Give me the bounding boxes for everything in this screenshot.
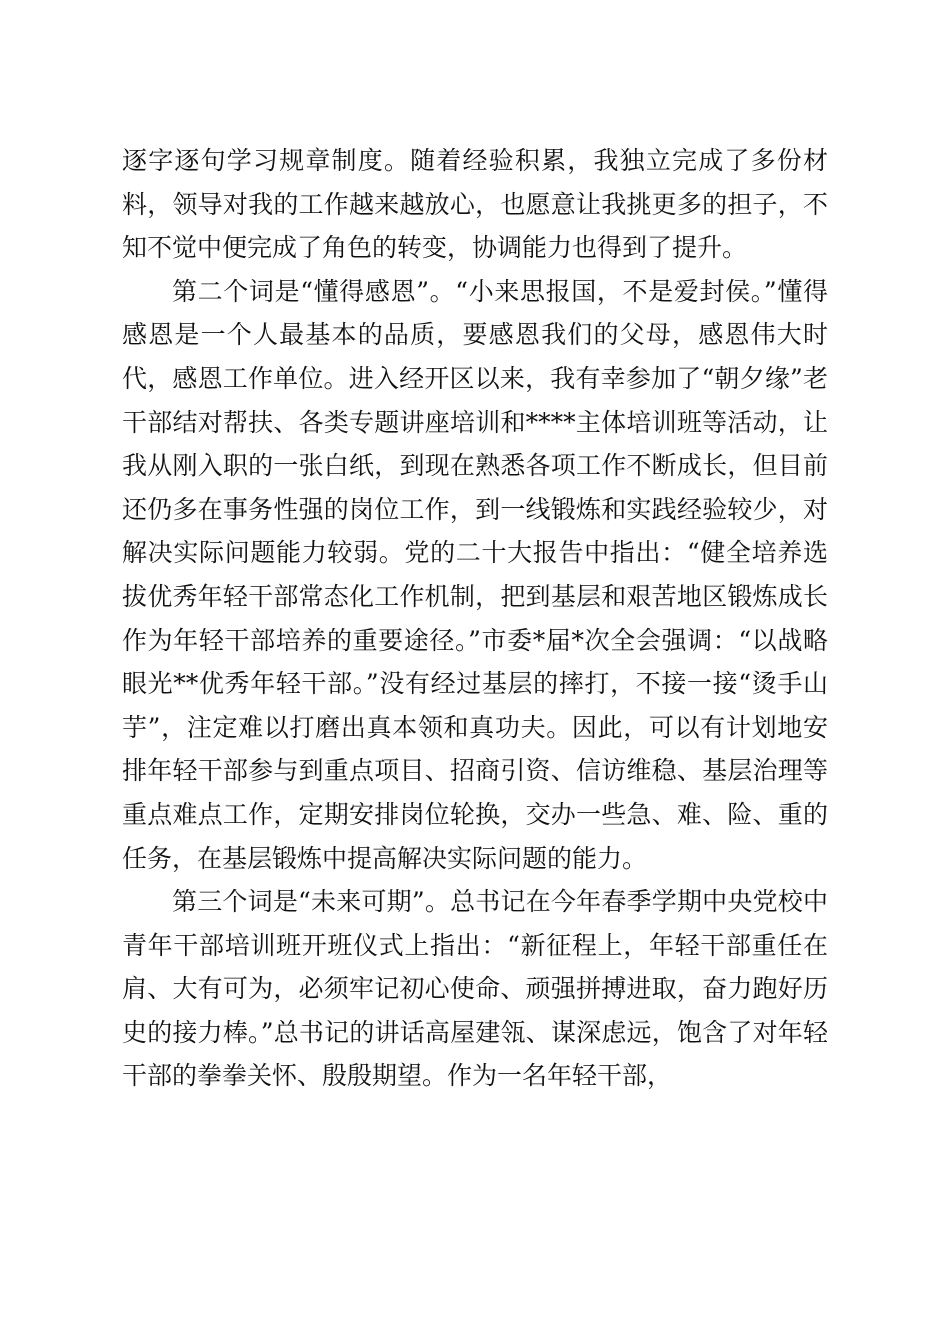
paragraph-continuation: 逐字逐句学习规章制度。随着经验积累，我独立完成了多份材料，领导对我的工作越来越放心，也愿意让我挑更多的担子，不知不觉中便完成了角色的转变，协调能力也得到了提升。 [122,146,828,263]
paragraph-second-word: 第二个词是“懂得感恩”。“小来思报国，不是爱封侯。”懂得感恩是一个人最基本的品质，要感恩我们的父母，感恩伟大时代，感恩工作单位。进入经开区以来，我有幸参加了“朝夕缘”老干部结对帮扶、各类专题讲座培训和****主体培训班等活动，让我从刚入职的一张白纸，到现在熟悉各项工作不断成长，但目前还仍多在事务性强的岗位工作，到一线锻炼和实践经验较少，对解决实际问题能力较弱。党的二十大报告中指出：“健全培养选拔优秀年轻干部常态化工作机制，把到基层和艰苦地区锻炼成长作为年轻干部培养的重要途径。”市委*届*次全会强调：“以战略眼光**优秀年轻干部。”没有经过基层的摔打，不接一接“烫手山芋”，注定难以打磨出真本领和真功夫。因此，可以有计划地安排年轻干部参与到重点项目、招商引资、信访维稳、基层治理等重点难点工作，定期安排岗位轮换，交办一些急、难、险、重的任务，在基层锻炼中提高解决实际问题的能力。 [122,276,828,873]
document-body [122,139,828,1098]
paragraph-third-word: 第三个词是“未来可期”。总书记在今年春季学期中央党校中青年干部培训班开班仪式上指出：“新征程上，年轻干部重任在肩、大有可为，必须牢记初心使命、顽强拼搏进取，奋力跑好历史的接力棒。”总书记的讲话高屋建瓴、谋深虑远，饱含了对年轻干部的拳拳关怀、殷殷期望。作为一名年轻干部， [122,887,828,1091]
